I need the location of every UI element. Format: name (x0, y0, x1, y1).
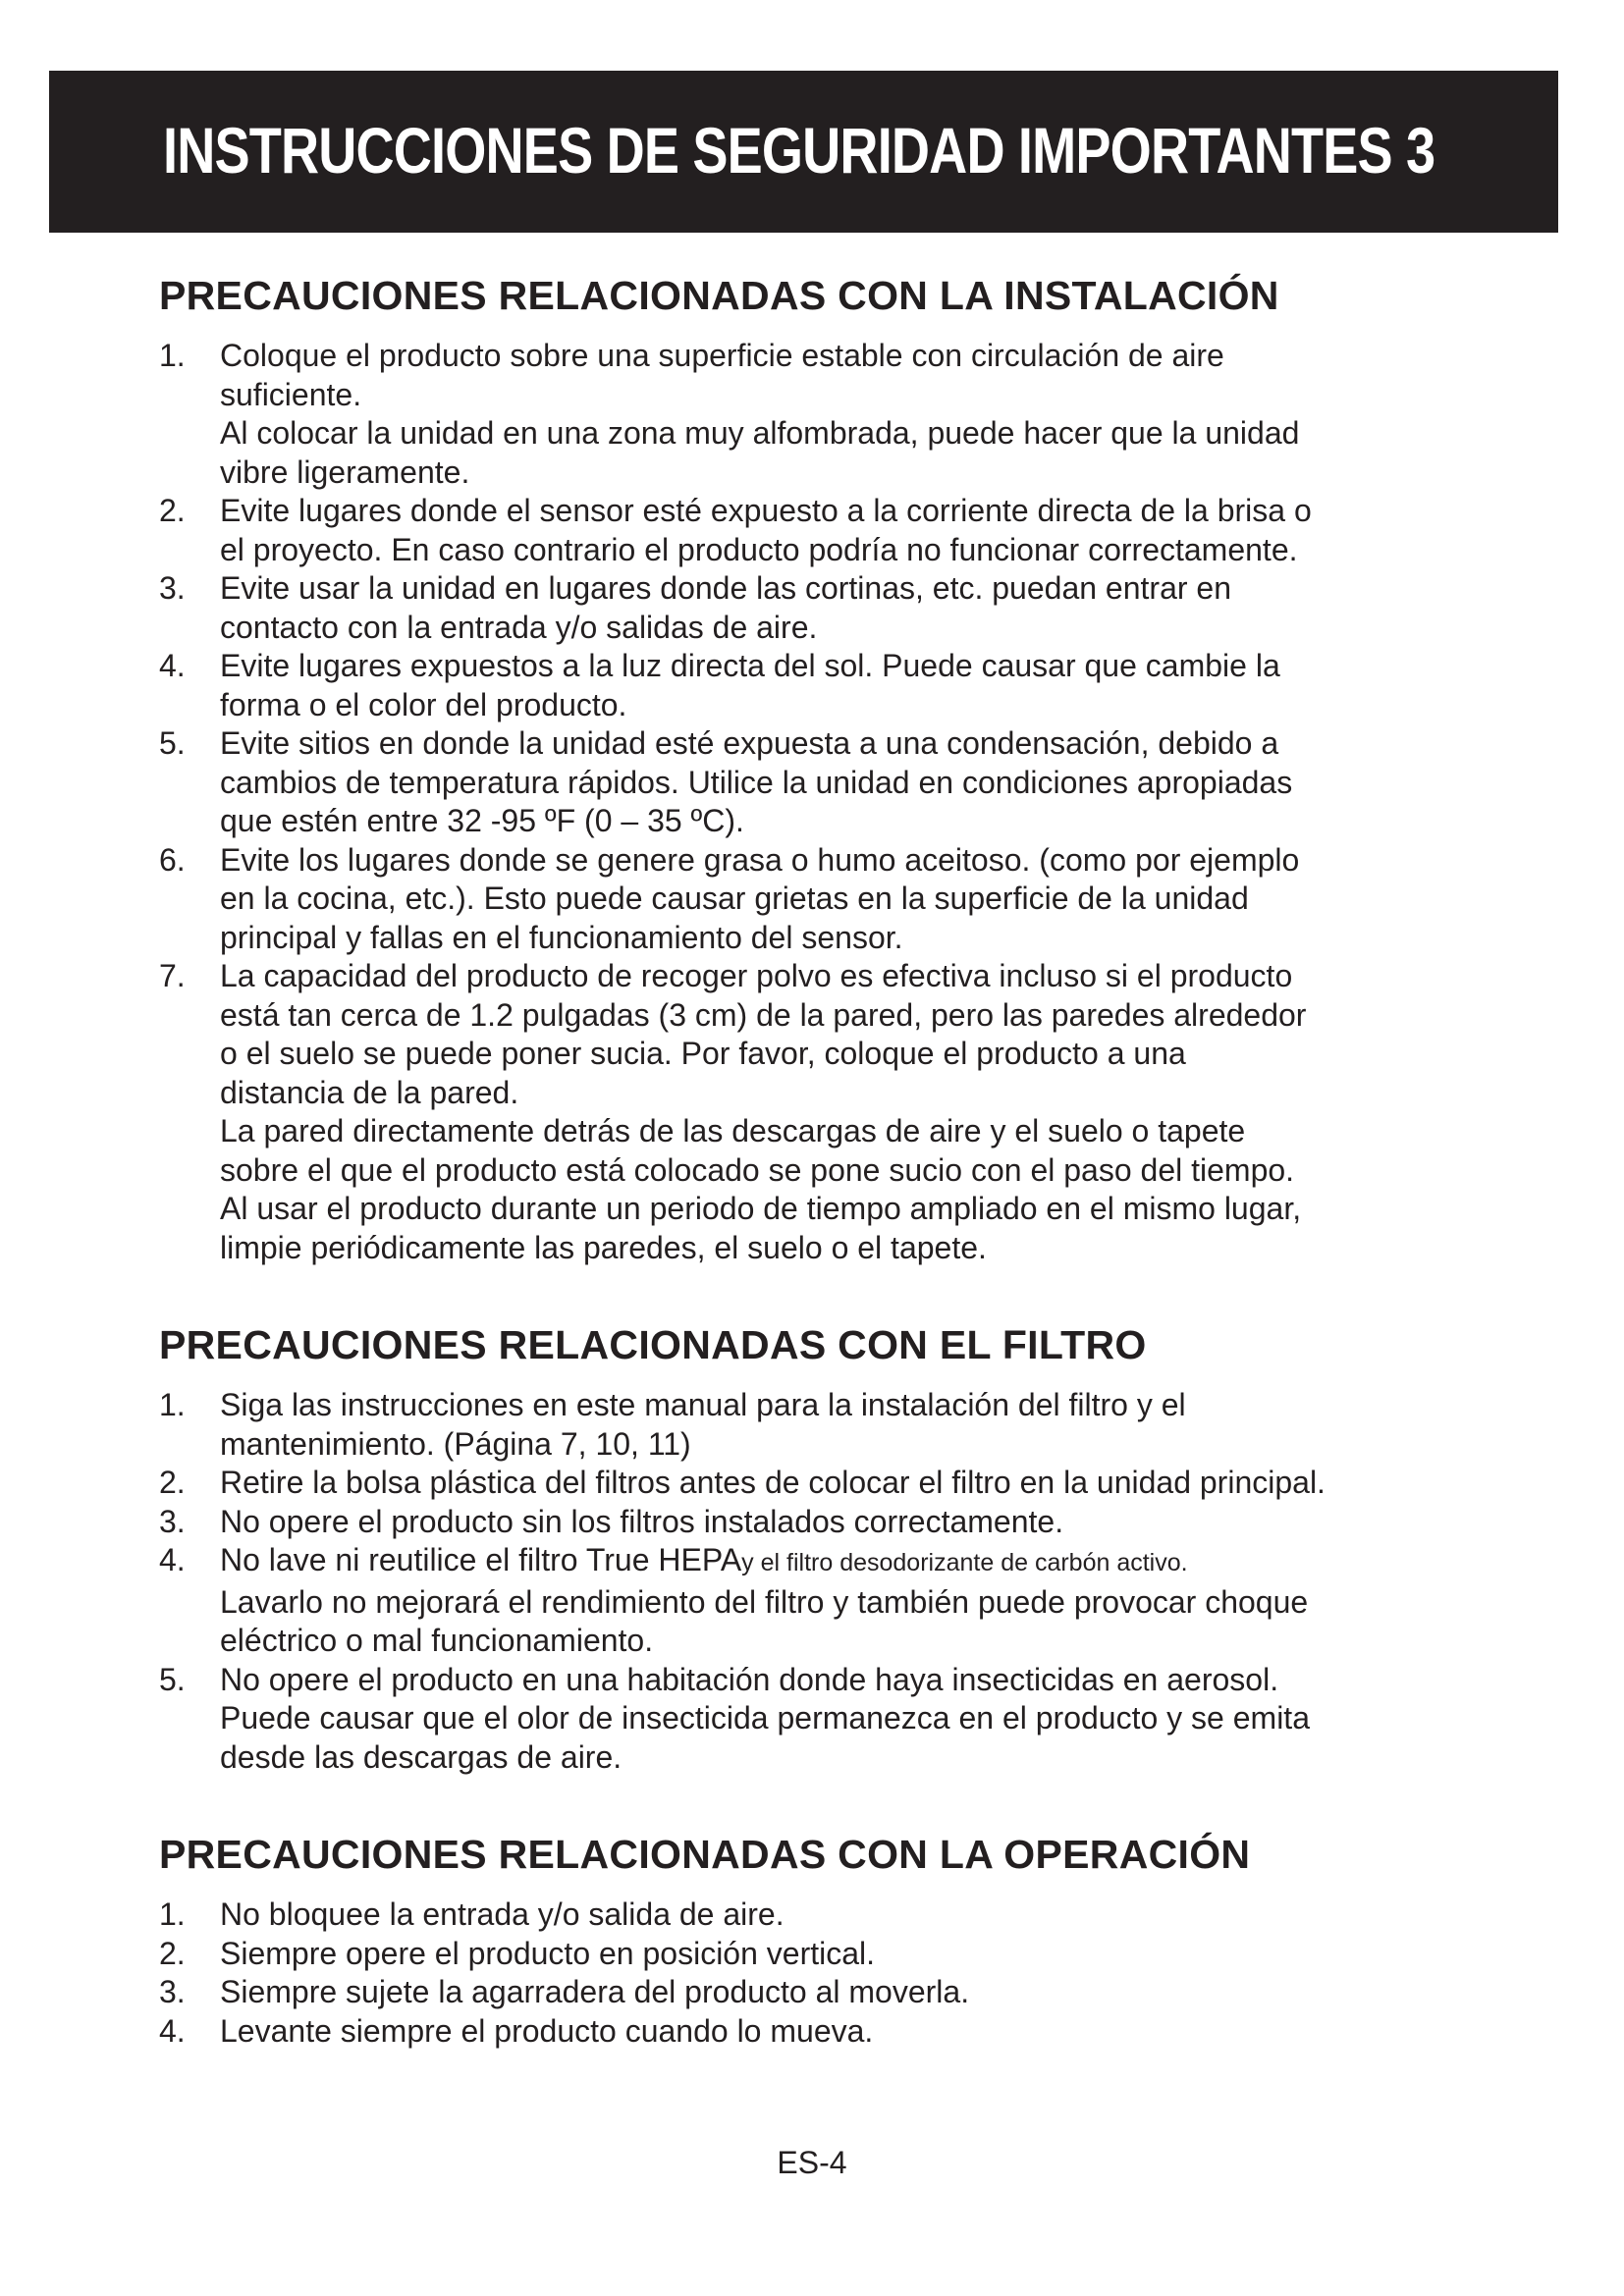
item-text: contacto con la entrada y/o salidas de aire. (220, 609, 818, 645)
item-number: 3. (159, 570, 186, 606)
item-number: 4. (159, 648, 186, 683)
item-number: 4. (159, 1542, 186, 1577)
item-number: 5. (159, 725, 186, 761)
item-text: No opere el producto sin los filtros instalados correctamente. (220, 1503, 1064, 1539)
item-text: Levante siempre el producto cuando lo mueva. (220, 2012, 874, 2049)
header-banner (49, 71, 1558, 233)
list-item (159, 841, 1475, 958)
section-title: PRECAUCIONES RELACIONADAS CON EL FILTRO (159, 1322, 1147, 1367)
item-text: Evite sitios en donde la unidad esté expuesta a una condensación, debido a (220, 725, 1279, 761)
item-text: La capacidad del producto de recoger polvo es efectiva incluso si el producto (220, 958, 1293, 993)
page-number: ES-4 (777, 2145, 847, 2180)
item-text: La pared directamente detrás de las descargas de aire y el suelo o tapete (220, 1113, 1246, 1148)
item-text: forma o el color del producto. (220, 686, 627, 722)
list-item (159, 647, 1475, 724)
list-item (159, 1661, 1475, 1778)
list-item (159, 569, 1475, 647)
item-number: 7. (159, 958, 186, 993)
item-text-mixed (220, 1541, 1475, 1583)
list-item (159, 724, 1475, 841)
list-item (159, 1503, 1475, 1542)
section-installation (159, 271, 1475, 1267)
item-text: eléctrico o mal funcionamiento. (220, 1623, 654, 1658)
item-text: o el suelo se puede poner sucia. Por favor, coloque el producto a una (220, 1036, 1186, 1071)
list-item (159, 1541, 1475, 1661)
item-text: Evite lugares expuestos a la luz directa del sol. Puede causar que cambie la (220, 648, 1280, 683)
item-text: Al usar el producto durante un periodo de tiempo ampliado en el mismo lugar, (220, 1191, 1302, 1226)
item-number: 2. (159, 1465, 186, 1500)
item-text-small: y el filtro desodorizante de carbón activo. (741, 1549, 1188, 1576)
section-title: PRECAUCIONES RELACIONADAS CON LA INSTALACIÓN (159, 273, 1279, 318)
item-number: 4. (159, 2012, 186, 2049)
item-text: Puede causar que el olor de insecticida permanezca en el producto y se emita (220, 1700, 1310, 1735)
item-text: No bloquee la entrada y/o salida de aire. (220, 1896, 785, 1932)
list-item (159, 337, 1475, 492)
item-number: 6. (159, 841, 186, 878)
item-text: principal y fallas en el funcionamiento del sensor. (220, 919, 903, 955)
item-text: el proyecto. En caso contrario el producto podría no funcionar correctamente. (220, 531, 1298, 567)
section-operation (159, 1830, 1475, 2051)
item-number: 1. (159, 1896, 186, 1932)
list-item (159, 1386, 1475, 1464)
item-number: 1. (159, 338, 186, 373)
item-text: mantenimiento. (Página 7, 10, 11) (220, 1425, 691, 1462)
item-number: 3. (159, 1503, 186, 1539)
list-item (159, 1464, 1475, 1503)
item-text: suficiente. (220, 376, 362, 412)
item-text: en la cocina, etc.). Esto puede causar grietas en la superficie de la unidad (220, 881, 1249, 916)
item-text: Siga las instrucciones en este manual para la instalación del filtro y el (220, 1387, 1186, 1422)
installation-list (159, 337, 1475, 1267)
item-text: desde las descargas de aire. (220, 1738, 623, 1775)
item-text: Siempre opere el producto en posición vertical. (220, 1935, 876, 1971)
item-number: 2. (159, 1935, 186, 1971)
item-text: que estén entre 32 -95 ºF (0 – 35 ºC). (220, 803, 744, 838)
item-text: limpie periódicamente las paredes, el suelo o el tapete. (220, 1229, 987, 1265)
operation-list (159, 1896, 1475, 2051)
item-text: No opere el producto en una habitación donde haya insecticidas en aerosol. (220, 1661, 1279, 1697)
item-text: No lave ni reutilice el filtro True HEPA (220, 1542, 742, 1577)
item-text: Coloque el producto sobre una superficie estable con circulación de aire (220, 338, 1224, 373)
item-text: sobre el que el producto está colocado se pone sucio con el paso del tiempo. (220, 1151, 1295, 1188)
item-text: Evite lugares donde el sensor esté expuesto a la corriente directa de la brisa o (220, 493, 1312, 528)
section-filter (159, 1320, 1475, 1777)
page-title: INSTRUCCIONES DE SEGURIDAD IMPORTANTES 3 (163, 114, 1435, 187)
item-text: está tan cerca de 1.2 pulgadas (3 cm) de la pared, pero las paredes alrededor (220, 996, 1307, 1033)
item-number: 5. (159, 1661, 186, 1697)
list-item (159, 1896, 1475, 1935)
list-item (159, 1935, 1475, 1974)
list-item (159, 957, 1475, 1267)
item-number: 1. (159, 1387, 186, 1422)
list-item (159, 1973, 1475, 2012)
item-text: distancia de la pared. (220, 1074, 519, 1110)
item-text: vibre ligeramente. (220, 454, 470, 490)
item-text: Lavarlo no mejorará el rendimiento del filtro y también puede provocar choque (220, 1583, 1309, 1620)
item-text: Evite usar la unidad en lugares donde las cortinas, etc. puedan entrar en (220, 570, 1231, 606)
item-number: 2. (159, 493, 186, 528)
item-text: Evite los lugares donde se genere grasa o humo aceitoso. (como por ejemplo (220, 841, 1300, 878)
filter-list (159, 1386, 1475, 1777)
list-item (159, 492, 1475, 569)
item-text: Al colocar la unidad en una zona muy alfombrada, puede hacer que la unidad (220, 415, 1300, 451)
item-text: cambios de temperatura rápidos. Utilice la unidad en condiciones apropiadas (220, 764, 1293, 800)
item-text: Retire la bolsa plástica del filtros antes de colocar el filtro en la unidad principal. (220, 1465, 1326, 1500)
section-title: PRECAUCIONES RELACIONADAS CON LA OPERACIÓN (159, 1832, 1251, 1877)
item-number: 3. (159, 1974, 186, 2009)
item-text: Siempre sujete la agarradera del producto al moverla. (220, 1974, 970, 2009)
list-item (159, 2012, 1475, 2052)
